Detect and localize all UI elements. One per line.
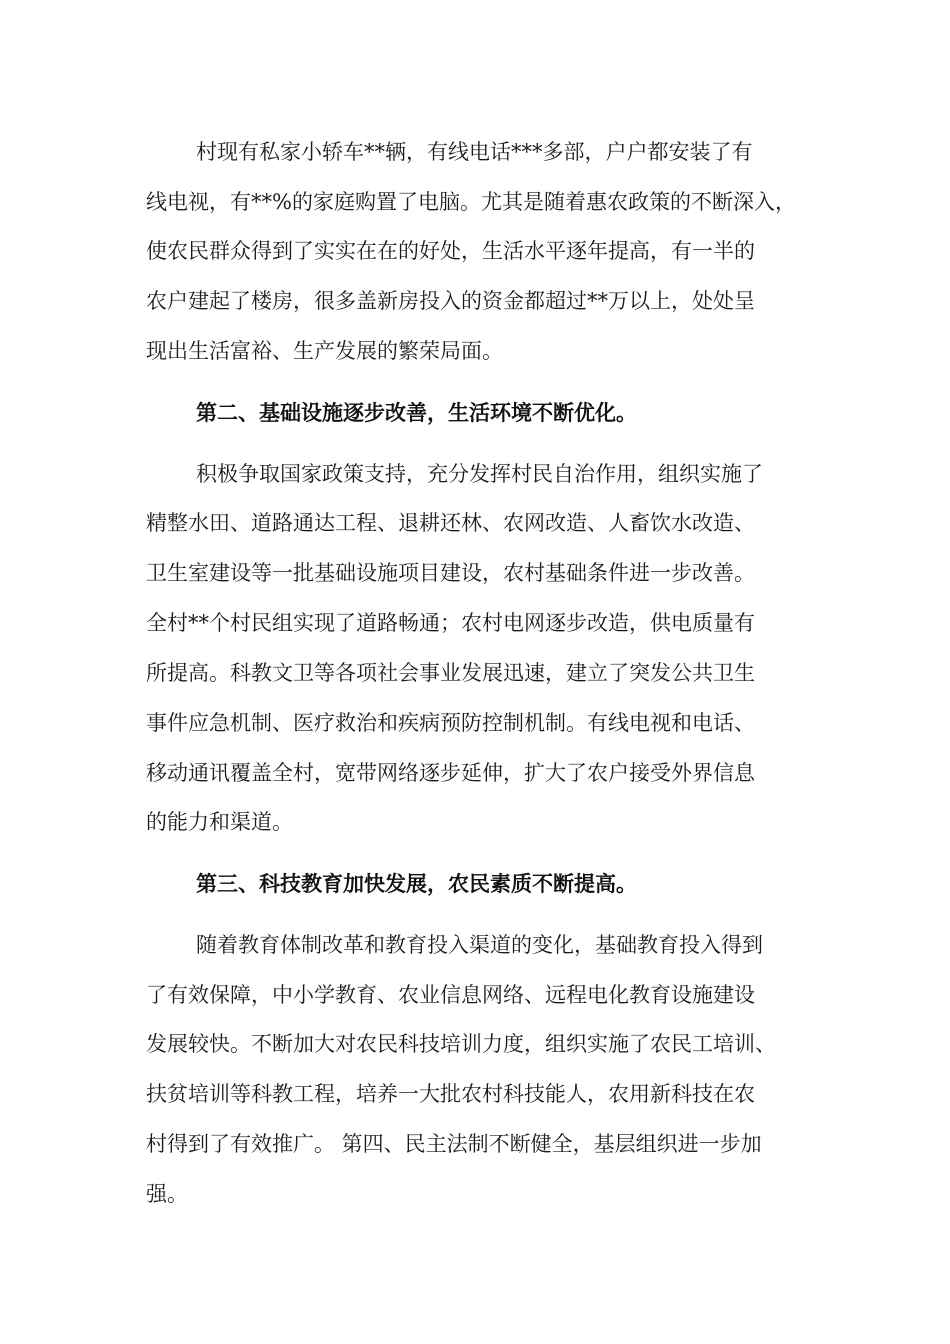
paragraph-1-line-2: 线电视，有**%的家庭购置了电脑。尤其是随着惠农政策的不断深入， <box>146 190 796 214</box>
paragraph-1-line-3: 使农民群众得到了实实在在的好处，生活水平逐年提高，有一半的 <box>146 239 755 263</box>
paragraph-2-line-5: 所提高。科教文卫等各项社会事业发展迅速，建立了突发公共卫生 <box>146 661 755 685</box>
paragraph-2-line-1: 积极争取国家政策支持，充分发挥村民自治作用，组织实施了 <box>196 462 763 486</box>
paragraph-3-line-5: 村得到了有效推广。 第四、民主法制不断健全，基层组织进一步加 <box>146 1132 762 1156</box>
paragraph-3-line-3: 发展较快。不断加大对农民科技培训力度，组织实施了农民工培训、 <box>146 1032 776 1056</box>
paragraph-2-line-7: 移动通讯覆盖全村，宽带网络逐步延伸，扩大了农户接受外界信息 <box>146 761 755 785</box>
paragraph-2-line-4: 全村**个村民组实现了道路畅通；农村电网逐步改造，供电质量有 <box>146 611 755 635</box>
section-heading-3: 第三、科技教育加快发展，农民素质不断提高。 <box>196 872 637 896</box>
paragraph-3-line-1: 随着教育体制改革和教育投入渠道的变化，基础教育投入得到 <box>196 933 763 957</box>
paragraph-2-line-6: 事件应急机制、医疗救治和疾病预防控制机制。有线电视和电话、 <box>146 711 755 735</box>
paragraph-3-line-6: 强。 <box>146 1182 188 1206</box>
paragraph-1-line-4: 农户建起了楼房，很多盖新房投入的资金都超过**万以上，处处呈 <box>146 289 755 313</box>
paragraph-1-line-1: 村现有私家小轿车**辆，有线电话***多部，户户都安装了有 <box>196 140 753 164</box>
paragraph-2-line-8: 的能力和渠道。 <box>146 810 293 834</box>
paragraph-1-line-5: 现出生活富裕、生产发展的繁荣局面。 <box>146 339 503 363</box>
paragraph-2-line-3: 卫生室建设等一批基础设施项目建设，农村基础条件进一步改善。 <box>146 561 755 585</box>
paragraph-3-line-2: 了有效保障，中小学教育、农业信息网络、远程电化教育设施建设 <box>146 983 755 1007</box>
paragraph-2-line-2: 精整水田、道路通达工程、退耕还林、农网改造、人畜饮水改造、 <box>146 511 755 535</box>
paragraph-3-line-4: 扶贫培训等科教工程，培养一大批农村科技能人，农用新科技在农 <box>146 1082 755 1106</box>
section-heading-2: 第二、基础设施逐步改善，生活环境不断优化。 <box>196 401 637 425</box>
